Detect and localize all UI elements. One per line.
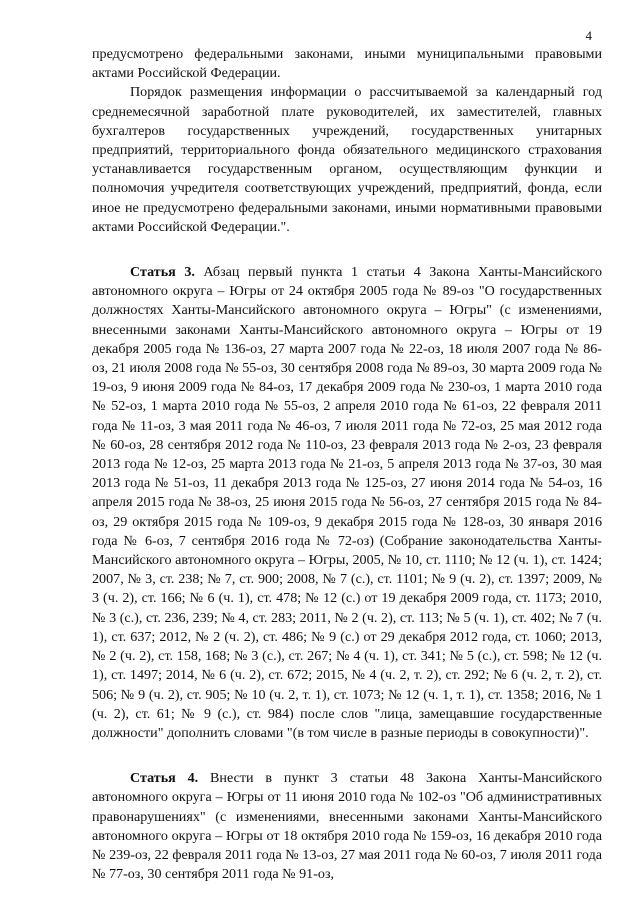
paragraph-spacer (92, 743, 602, 769)
article-3 (92, 263, 602, 743)
paragraph-placement-order: Порядок размещения информации о рассчитываемой за календарный год среднемесячной заработной плате руководителей, их заместителей, главных бухгалтеров государственных учреждений, государственных унитарных предприятий, территориального фонда обязательного медицинского страхования устанавливается государственным органом, осуществляющим функции и полномочия учредителя соответствующих учреждений, предприятий, фонда, если иное не предусмотрено федеральными законами, иными нормативными правовыми актами Российской Федерации.". (92, 84, 602, 235)
page-number: 4 (585, 28, 592, 43)
article-4-text: Внести в пункт 3 статьи 48 Закона Ханты-Мансийского автономного округа – Югры от 11 июня 2010 года № 102-оз "Об административных правонарушениях" (с изменениями, внесенными законами Ханты-Мансийского автономного округа – Югры от 18 октября 2010 года № 159-оз, 16 декабря 2010 года № 239-оз, 22 февраля 2011 года № 13-оз, 27 мая 2011 года № 60-оз, 7 июля 2011 года № 77-оз, 30 сентября 2011 года № 91-оз, (92, 770, 602, 883)
article-3-title: Статья 3. (130, 264, 195, 281)
article-4-title: Статья 4. (130, 770, 199, 787)
article-4 (92, 769, 602, 884)
paragraph-continuation: предусмотрено федеральными законами, иными муниципальными правовыми актами Российской Федерации. (92, 46, 602, 82)
document-body (92, 45, 602, 884)
article-3-text: Абзац первый пункта 1 статьи 4 Закона Ханты-Мансийского автономного округа – Югры от 24 октября 2005 года № 89-оз "О государственных должностях Ханты-Мансийского автономного округа – Югры" (с изменениями, внесенными законами Ханты-Мансийского автономного округа – Югры от 19 декабря 2005 года № 136-оз, 27 марта 2007 года № 22-оз, 18 июля 2007 года № 86-оз, 21 июля 2008 года № 55-оз, 30 сентября 2008 года № 89-оз, 30 марта 2009 года № 19-оз, 9 июня 2009 года № 84-оз, 17 декабря 2009 года № 230-оз, 1 марта 2010 года № 52-оз, 1 марта 2010 года № 55-оз, 2 апреля 2010 года № 61-оз, 22 февраля 2011 года № 11-оз, 3 мая 2011 года № 46-оз, 7 июля 2011 года № 72-оз, 25 мая 2012 года № 60-оз, 28 сентября 2012 года № 110-оз, 23 февраля 2013 года № 2-оз, 23 февраля 2013 года № 12-оз, 25 марта 2013 года № 21-оз, 5 апреля 2013 года № 37-оз, 30 мая 2013 года № 51-оз, 11 декабря 2013 года № 125-оз, 27 июня 2014 года № 54-оз, 16 апреля 2015 года № 38-оз, 25 июня 2015 года № 56-оз, 27 сентября 2015 года № 84-оз, 29 октября 2015 года № 109-оз, 9 декабря 2015 года № 128-оз, 30 января 2016 года № 6-оз, 7 сентября 2016 года № 72-оз) (Собрание законодательства Ханты-Мансийского автономного округа – Югры, 2005, № 10, ст. 1110; № 12 (ч. 1), ст. 1424; 2007, № 3, ст. 238; № 7, ст. 900; 2008, № 7 (с.), ст. 1101; № 9 (ч. 2), ст. 1397; 2009, № 3 (ч. 2), ст. 166; № 6 (ч. 1), ст. 478; № 12 (с.) от 19 декабря 2009 года, ст. 1173; 2010, № 3 (с.), ст. 236, 239; № 4, ст. 283; 2011, № 2 (ч. 2), ст. 113; № 5 (ч. 1), ст. 402; № 7 (ч. 1), ст. 637; 2012, № 2 (ч. 2), ст. 486; № 9 (с.) от 29 декабря 2012 года, ст. 1060; 2013, № 2 (ч. 2), ст. 158, 168; № 3 (с.), ст. 267; № 4 (ч. 1), ст. 341; № 5 (с.), ст. 598; № 12 (ч. 1), ст. 1497; 2014, № 6 (ч. 2), ст. 672; 2015, № 4 (ч. 2, т. 2), ст. 292; № 6 (ч. 2, т. 2), ст. 506; № 9 (ч. 2), ст. 905; № 10 (ч. 2, т. 1), ст. 1073; № 12 (ч. 1, т. 1), ст. 1358; 2016, № 1 (ч. 2), ст. 61; № 9 (с.), ст. 984) после слов "лица, замещавшие государственные должности" дополнить словами "(в том числе в разные периоды в совокупности)". (92, 264, 602, 741)
paragraph-spacer (92, 237, 602, 263)
